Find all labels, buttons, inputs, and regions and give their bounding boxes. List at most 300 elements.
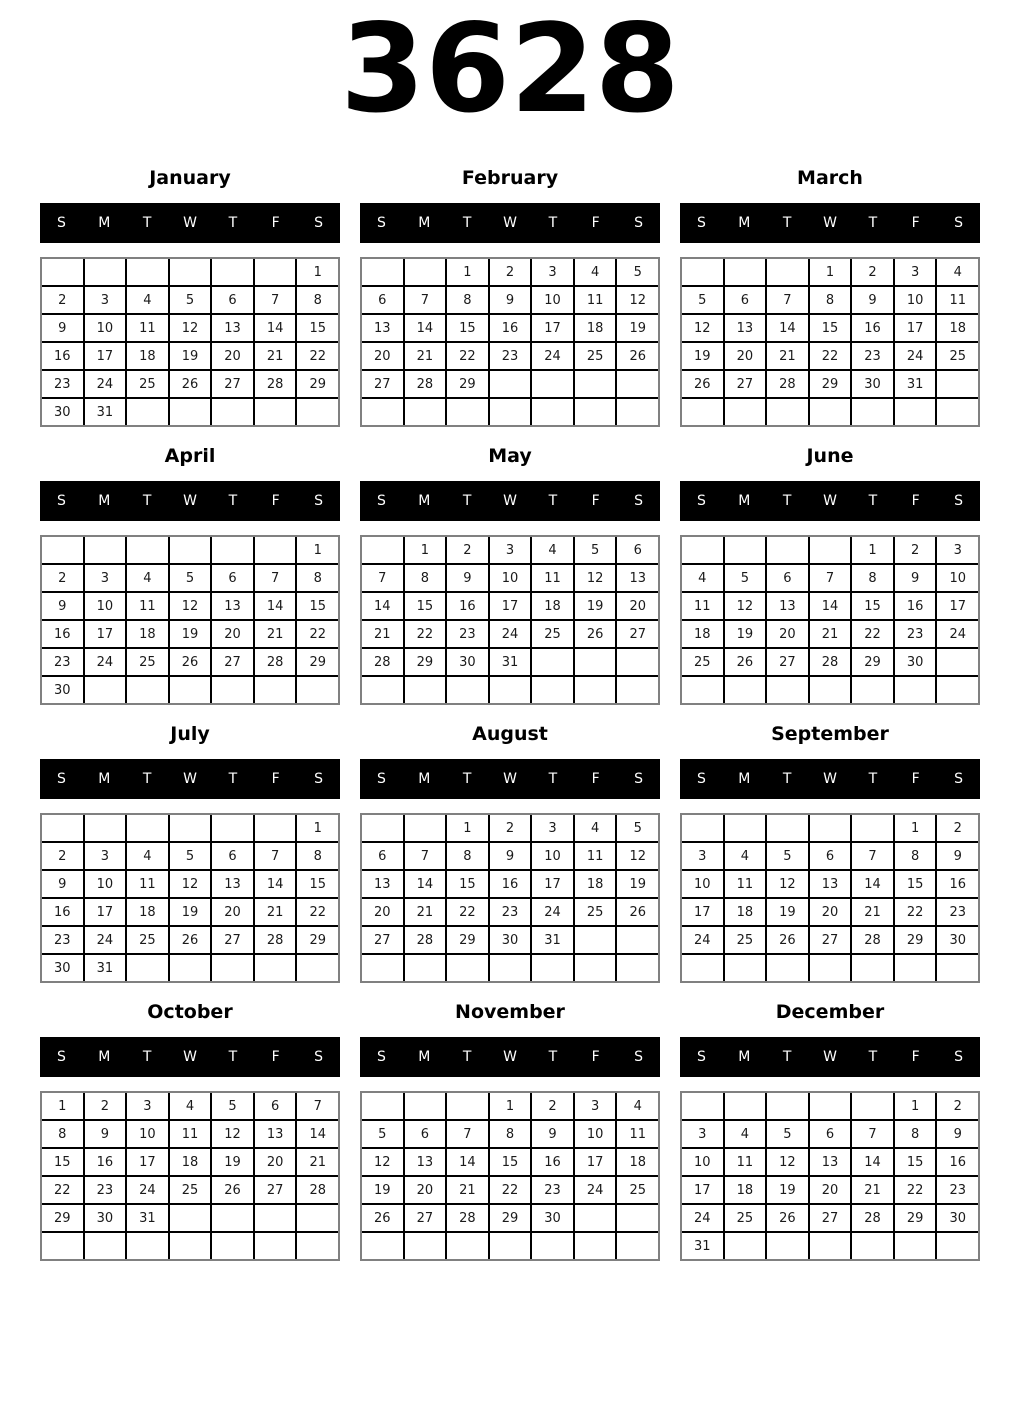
- month-grid: [360, 1091, 660, 1261]
- day-cell: 14: [405, 315, 446, 341]
- weekday-label: S: [376, 1049, 386, 1065]
- weekday-label: T: [142, 493, 152, 509]
- day-cell: 17: [127, 1149, 168, 1175]
- day-cell: 22: [447, 899, 488, 925]
- day-cell-empty: [170, 1233, 211, 1259]
- day-cell-empty: [682, 399, 723, 425]
- day-cell: 20: [212, 621, 253, 647]
- day-cell: 8: [297, 565, 338, 591]
- day-cell: 2: [42, 287, 83, 313]
- weekday-label: F: [911, 1049, 920, 1065]
- day-cell-empty: [575, 927, 616, 953]
- day-cell: 6: [212, 287, 253, 313]
- day-cell-empty: [937, 649, 978, 675]
- day-cell: 30: [937, 927, 978, 953]
- day-cell: 21: [852, 1177, 893, 1203]
- day-cell: 5: [575, 537, 616, 563]
- month-grid: [360, 535, 660, 705]
- day-cell: 27: [725, 371, 766, 397]
- day-cell-empty: [575, 649, 616, 675]
- day-cell: 24: [682, 927, 723, 953]
- day-cell-empty: [447, 399, 488, 425]
- day-cell: 20: [362, 899, 403, 925]
- day-cell: 21: [255, 899, 296, 925]
- weekday-label: F: [271, 771, 280, 787]
- day-cell: 14: [362, 593, 403, 619]
- weekday-label: M: [738, 771, 751, 787]
- day-cell: 18: [127, 343, 168, 369]
- day-cell: 22: [42, 1177, 83, 1203]
- day-cell: 1: [490, 1093, 531, 1119]
- day-cell: 7: [255, 287, 296, 313]
- calendar-grid: [0, 160, 1020, 1261]
- day-cell: 6: [362, 843, 403, 869]
- day-cell: 7: [405, 287, 446, 313]
- weekday-label: M: [418, 493, 431, 509]
- day-cell-empty: [297, 1233, 338, 1259]
- month-grid: [40, 1091, 340, 1261]
- day-cell: 28: [405, 371, 446, 397]
- day-cell: 10: [532, 843, 573, 869]
- day-cell: 13: [255, 1121, 296, 1147]
- day-cell-empty: [405, 677, 446, 703]
- day-cell-empty: [255, 955, 296, 981]
- day-cell: 23: [852, 343, 893, 369]
- day-cell: 18: [532, 593, 573, 619]
- day-cell: 24: [85, 371, 126, 397]
- day-cell: 20: [617, 593, 658, 619]
- day-cell: 5: [170, 843, 211, 869]
- day-cell: 5: [767, 1121, 808, 1147]
- month-may: [360, 438, 660, 705]
- day-cell-empty: [767, 537, 808, 563]
- day-cell-empty: [852, 1233, 893, 1259]
- day-cell-empty: [937, 1233, 978, 1259]
- day-cell: 26: [170, 927, 211, 953]
- day-cell: 14: [255, 871, 296, 897]
- day-cell: 1: [447, 259, 488, 285]
- day-cell: 17: [682, 1177, 723, 1203]
- day-cell: 13: [767, 593, 808, 619]
- day-cell-empty: [297, 399, 338, 425]
- month-grid: [40, 257, 340, 427]
- day-cell: 6: [255, 1093, 296, 1119]
- day-cell: 19: [170, 621, 211, 647]
- day-cell: 7: [852, 843, 893, 869]
- month-title: February: [461, 166, 559, 189]
- weekday-label: T: [548, 215, 558, 231]
- month-grid: [360, 257, 660, 427]
- day-cell-empty: [810, 1233, 851, 1259]
- day-cell: 13: [212, 315, 253, 341]
- day-cell: 21: [767, 343, 808, 369]
- day-cell-empty: [170, 259, 211, 285]
- month-title: September: [771, 722, 889, 745]
- day-cell-empty: [617, 1205, 658, 1231]
- day-cell: 29: [490, 1205, 531, 1231]
- day-cell: 3: [127, 1093, 168, 1119]
- weekday-label: S: [634, 771, 644, 787]
- day-cell-empty: [617, 399, 658, 425]
- weekday-label: S: [696, 771, 706, 787]
- day-cell: 5: [170, 565, 211, 591]
- weekday-label: T: [228, 493, 238, 509]
- day-cell-empty: [42, 1233, 83, 1259]
- weekday-label: W: [183, 493, 197, 509]
- day-cell: 7: [362, 565, 403, 591]
- day-cell: 4: [617, 1093, 658, 1119]
- day-cell: 28: [362, 649, 403, 675]
- weekday-label: T: [868, 493, 878, 509]
- weekday-label: T: [462, 771, 472, 787]
- day-cell: 12: [617, 843, 658, 869]
- day-cell: 30: [852, 371, 893, 397]
- weekday-label: S: [56, 493, 66, 509]
- day-cell-empty: [682, 537, 723, 563]
- day-cell-empty: [170, 955, 211, 981]
- month-january: [40, 160, 340, 427]
- day-cell: 19: [725, 621, 766, 647]
- day-cell: 27: [362, 927, 403, 953]
- day-cell: 7: [852, 1121, 893, 1147]
- day-cell: 20: [362, 343, 403, 369]
- weekday-label: W: [183, 215, 197, 231]
- weekday-label: W: [503, 771, 517, 787]
- weekday-header-row: [360, 481, 660, 521]
- weekday-label: F: [591, 771, 600, 787]
- day-cell-empty: [532, 649, 573, 675]
- day-cell: 30: [532, 1205, 573, 1231]
- day-cell-empty: [725, 259, 766, 285]
- weekday-label: M: [738, 493, 751, 509]
- day-cell: 23: [532, 1177, 573, 1203]
- day-cell-empty: [617, 677, 658, 703]
- month-february: [360, 160, 660, 427]
- weekday-label: S: [376, 493, 386, 509]
- day-cell: 5: [682, 287, 723, 313]
- day-cell-empty: [42, 537, 83, 563]
- day-cell: 18: [575, 315, 616, 341]
- day-cell: 23: [447, 621, 488, 647]
- weekday-label: T: [868, 771, 878, 787]
- weekday-label: T: [462, 1049, 472, 1065]
- day-cell-empty: [362, 677, 403, 703]
- day-cell: 1: [895, 815, 936, 841]
- day-cell-empty: [937, 677, 978, 703]
- day-cell: 30: [42, 955, 83, 981]
- year-title: 3628: [340, 0, 680, 140]
- day-cell-empty: [725, 1093, 766, 1119]
- day-cell: 17: [490, 593, 531, 619]
- day-cell: 11: [127, 871, 168, 897]
- month-october: [40, 994, 340, 1261]
- weekday-label: M: [98, 493, 111, 509]
- month-august: [360, 716, 660, 983]
- day-cell: 12: [767, 1149, 808, 1175]
- day-cell: 13: [212, 871, 253, 897]
- day-cell-empty: [852, 815, 893, 841]
- day-cell: 24: [85, 649, 126, 675]
- day-cell: 22: [447, 343, 488, 369]
- weekday-label: T: [782, 493, 792, 509]
- day-cell: 12: [575, 565, 616, 591]
- day-cell: 22: [405, 621, 446, 647]
- weekday-label: F: [271, 215, 280, 231]
- day-cell: 14: [255, 593, 296, 619]
- day-cell: 26: [170, 371, 211, 397]
- day-cell: 27: [767, 649, 808, 675]
- weekday-label: T: [782, 771, 792, 787]
- day-cell: 6: [362, 287, 403, 313]
- day-cell-empty: [617, 649, 658, 675]
- day-cell-empty: [212, 955, 253, 981]
- day-cell: 24: [895, 343, 936, 369]
- day-cell: 20: [767, 621, 808, 647]
- day-cell-empty: [85, 815, 126, 841]
- day-cell: 27: [212, 649, 253, 675]
- day-cell: 29: [297, 371, 338, 397]
- day-cell: 16: [85, 1149, 126, 1175]
- day-cell: 15: [895, 871, 936, 897]
- day-cell: 1: [810, 259, 851, 285]
- weekday-label: W: [503, 215, 517, 231]
- day-cell: 24: [532, 343, 573, 369]
- day-cell: 3: [575, 1093, 616, 1119]
- day-cell-empty: [490, 955, 531, 981]
- day-cell: 21: [852, 899, 893, 925]
- day-cell: 26: [682, 371, 723, 397]
- day-cell-empty: [447, 955, 488, 981]
- day-cell: 14: [447, 1149, 488, 1175]
- day-cell: 9: [532, 1121, 573, 1147]
- day-cell: 16: [532, 1149, 573, 1175]
- day-cell-empty: [170, 537, 211, 563]
- day-cell: 15: [42, 1149, 83, 1175]
- day-cell: 13: [212, 593, 253, 619]
- day-cell: 18: [127, 621, 168, 647]
- day-cell-empty: [490, 371, 531, 397]
- day-cell: 20: [255, 1149, 296, 1175]
- day-cell: 10: [682, 1149, 723, 1175]
- day-cell: 30: [42, 677, 83, 703]
- day-cell: 8: [810, 287, 851, 313]
- weekday-label: M: [98, 771, 111, 787]
- day-cell: 22: [810, 343, 851, 369]
- day-cell: 4: [937, 259, 978, 285]
- weekday-label: S: [634, 1049, 644, 1065]
- day-cell: 17: [575, 1149, 616, 1175]
- day-cell-empty: [852, 955, 893, 981]
- day-cell-empty: [212, 259, 253, 285]
- day-cell: 2: [490, 815, 531, 841]
- day-cell: 4: [532, 537, 573, 563]
- day-cell: 31: [85, 399, 126, 425]
- day-cell: 12: [725, 593, 766, 619]
- day-cell: 22: [297, 343, 338, 369]
- day-cell-empty: [852, 399, 893, 425]
- day-cell: 6: [212, 843, 253, 869]
- day-cell: 29: [447, 927, 488, 953]
- day-cell: 11: [127, 315, 168, 341]
- day-cell: 14: [810, 593, 851, 619]
- day-cell-empty: [532, 399, 573, 425]
- day-cell-empty: [255, 815, 296, 841]
- weekday-label: S: [954, 1049, 964, 1065]
- day-cell-empty: [85, 677, 126, 703]
- day-cell: 3: [85, 843, 126, 869]
- day-cell: 19: [362, 1177, 403, 1203]
- day-cell: 23: [42, 927, 83, 953]
- weekday-label: T: [228, 215, 238, 231]
- day-cell-empty: [617, 371, 658, 397]
- weekday-header-row: [360, 759, 660, 799]
- day-cell: 9: [42, 593, 83, 619]
- weekday-header-row: [40, 759, 340, 799]
- day-cell: 3: [490, 537, 531, 563]
- day-cell: 5: [767, 843, 808, 869]
- weekday-label: S: [376, 771, 386, 787]
- day-cell-empty: [767, 677, 808, 703]
- day-cell: 20: [725, 343, 766, 369]
- day-cell: 18: [725, 899, 766, 925]
- day-cell: 18: [682, 621, 723, 647]
- day-cell: 11: [682, 593, 723, 619]
- weekday-label: T: [868, 215, 878, 231]
- day-cell: 16: [42, 621, 83, 647]
- day-cell: 21: [255, 621, 296, 647]
- day-cell-empty: [362, 537, 403, 563]
- day-cell-empty: [405, 259, 446, 285]
- day-cell: 6: [725, 287, 766, 313]
- day-cell: 16: [937, 1149, 978, 1175]
- weekday-label: M: [418, 215, 431, 231]
- day-cell-empty: [297, 955, 338, 981]
- day-cell: 13: [810, 871, 851, 897]
- day-cell: 3: [85, 287, 126, 313]
- day-cell: 8: [447, 287, 488, 313]
- weekday-header-row: [680, 203, 980, 243]
- month-title: March: [797, 166, 863, 189]
- day-cell: 27: [810, 1205, 851, 1231]
- day-cell: 31: [532, 927, 573, 953]
- day-cell: 8: [405, 565, 446, 591]
- weekday-label: T: [868, 1049, 878, 1065]
- day-cell: 1: [405, 537, 446, 563]
- day-cell: 27: [405, 1205, 446, 1231]
- day-cell: 16: [895, 593, 936, 619]
- day-cell: 13: [617, 565, 658, 591]
- day-cell-empty: [852, 677, 893, 703]
- day-cell-empty: [85, 1233, 126, 1259]
- day-cell: 3: [682, 1121, 723, 1147]
- day-cell: 22: [895, 899, 936, 925]
- day-cell: 18: [725, 1177, 766, 1203]
- day-cell-empty: [810, 1093, 851, 1119]
- day-cell: 8: [297, 287, 338, 313]
- month-march: [680, 160, 980, 427]
- day-cell: 19: [767, 1177, 808, 1203]
- day-cell-empty: [767, 955, 808, 981]
- day-cell-empty: [42, 259, 83, 285]
- day-cell-empty: [297, 1205, 338, 1231]
- day-cell: 13: [362, 871, 403, 897]
- day-cell: 12: [767, 871, 808, 897]
- day-cell: 19: [617, 871, 658, 897]
- day-cell: 12: [617, 287, 658, 313]
- day-cell: 26: [725, 649, 766, 675]
- month-grid: [360, 813, 660, 983]
- day-cell: 28: [255, 927, 296, 953]
- weekday-label: T: [462, 493, 472, 509]
- day-cell: 31: [127, 1205, 168, 1231]
- day-cell: 16: [937, 871, 978, 897]
- day-cell: 23: [937, 1177, 978, 1203]
- weekday-label: T: [142, 1049, 152, 1065]
- day-cell-empty: [895, 677, 936, 703]
- day-cell: 10: [85, 871, 126, 897]
- day-cell: 10: [85, 315, 126, 341]
- day-cell: 2: [490, 259, 531, 285]
- day-cell-empty: [682, 955, 723, 981]
- weekday-label: S: [634, 493, 644, 509]
- day-cell-empty: [85, 537, 126, 563]
- day-cell: 25: [575, 899, 616, 925]
- day-cell: 3: [682, 843, 723, 869]
- day-cell: 23: [42, 649, 83, 675]
- month-grid: [680, 1091, 980, 1261]
- day-cell: 3: [85, 565, 126, 591]
- weekday-label: S: [954, 493, 964, 509]
- day-cell: 8: [490, 1121, 531, 1147]
- day-cell: 11: [170, 1121, 211, 1147]
- day-cell: 27: [255, 1177, 296, 1203]
- weekday-label: S: [376, 215, 386, 231]
- day-cell: 25: [127, 371, 168, 397]
- day-cell-empty: [362, 399, 403, 425]
- day-cell: 12: [682, 315, 723, 341]
- day-cell-empty: [212, 537, 253, 563]
- day-cell-empty: [405, 955, 446, 981]
- weekday-label: T: [782, 215, 792, 231]
- day-cell: 9: [937, 1121, 978, 1147]
- weekday-label: T: [548, 1049, 558, 1065]
- day-cell: 2: [42, 565, 83, 591]
- day-cell-empty: [725, 1233, 766, 1259]
- day-cell-empty: [170, 399, 211, 425]
- day-cell: 25: [127, 649, 168, 675]
- day-cell-empty: [127, 955, 168, 981]
- month-grid: [40, 813, 340, 983]
- day-cell-empty: [725, 955, 766, 981]
- day-cell-empty: [212, 1205, 253, 1231]
- day-cell: 30: [937, 1205, 978, 1231]
- day-cell-empty: [362, 955, 403, 981]
- day-cell-empty: [255, 259, 296, 285]
- weekday-label: S: [314, 1049, 324, 1065]
- day-cell: 12: [170, 315, 211, 341]
- day-cell-empty: [127, 677, 168, 703]
- day-cell: 21: [810, 621, 851, 647]
- day-cell: 24: [937, 621, 978, 647]
- day-cell: 30: [42, 399, 83, 425]
- day-cell: 7: [405, 843, 446, 869]
- day-cell: 2: [895, 537, 936, 563]
- day-cell: 17: [85, 621, 126, 647]
- month-grid: [680, 257, 980, 427]
- day-cell: 17: [532, 871, 573, 897]
- day-cell: 30: [895, 649, 936, 675]
- month-grid: [680, 535, 980, 705]
